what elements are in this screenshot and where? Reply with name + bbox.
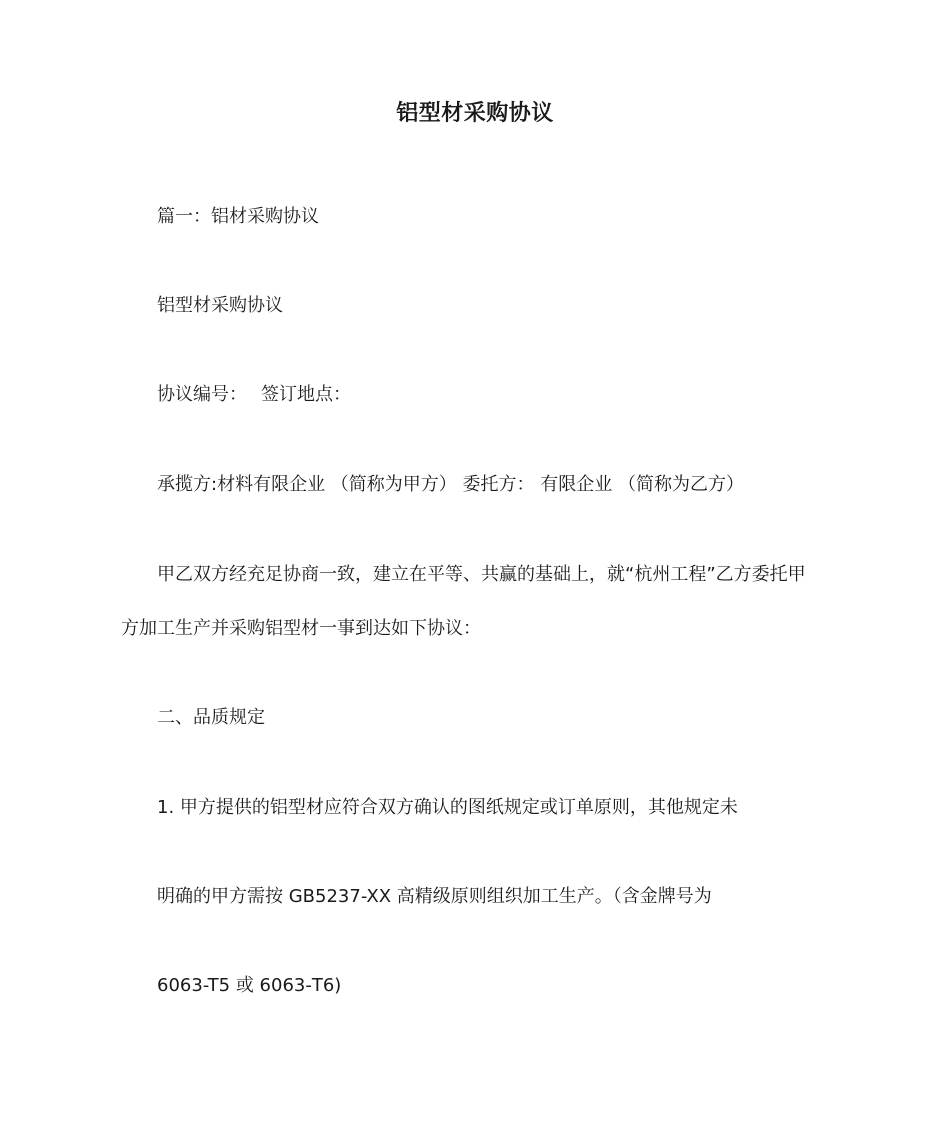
clause-1-line-1: 1. 甲方提供的铝型材应符合双方确认的图纸规定或订单原则，其他规定未 <box>157 797 738 818</box>
agreement-subtitle: 铝型材采购协议 <box>157 295 283 316</box>
section-heading-quality: 二、品质规定 <box>157 707 265 728</box>
section-heading-part-one: 篇一：铝材采购协议 <box>157 206 319 227</box>
document-title: 铝型材采购协议 <box>396 101 554 126</box>
agreement-number-and-place-row <box>157 382 351 408</box>
clause-1-line-3: 6063-T5 或 6063-T6) <box>157 975 342 996</box>
clause-1-line-2: 明确的甲方需按 GB5237-XX 高精级原则组织加工生产。（含金牌号为 <box>157 886 712 907</box>
intro-paragraph-line-1: 甲乙双方经充足协商一致，建立在平等、共赢的基础上，就“杭州工程”乙方委托甲 <box>157 564 806 585</box>
signing-place-label: 签订地点： <box>261 384 351 405</box>
intro-paragraph-line-2: 方加工生产并采购铝型材一事到达如下协议： <box>121 618 481 639</box>
agreement-number-label: 协议编号： <box>157 384 247 405</box>
parties-line: 承揽方:材料有限企业 （简称为甲方） 委托方： 有限企业 （简称为乙方） <box>157 474 744 495</box>
